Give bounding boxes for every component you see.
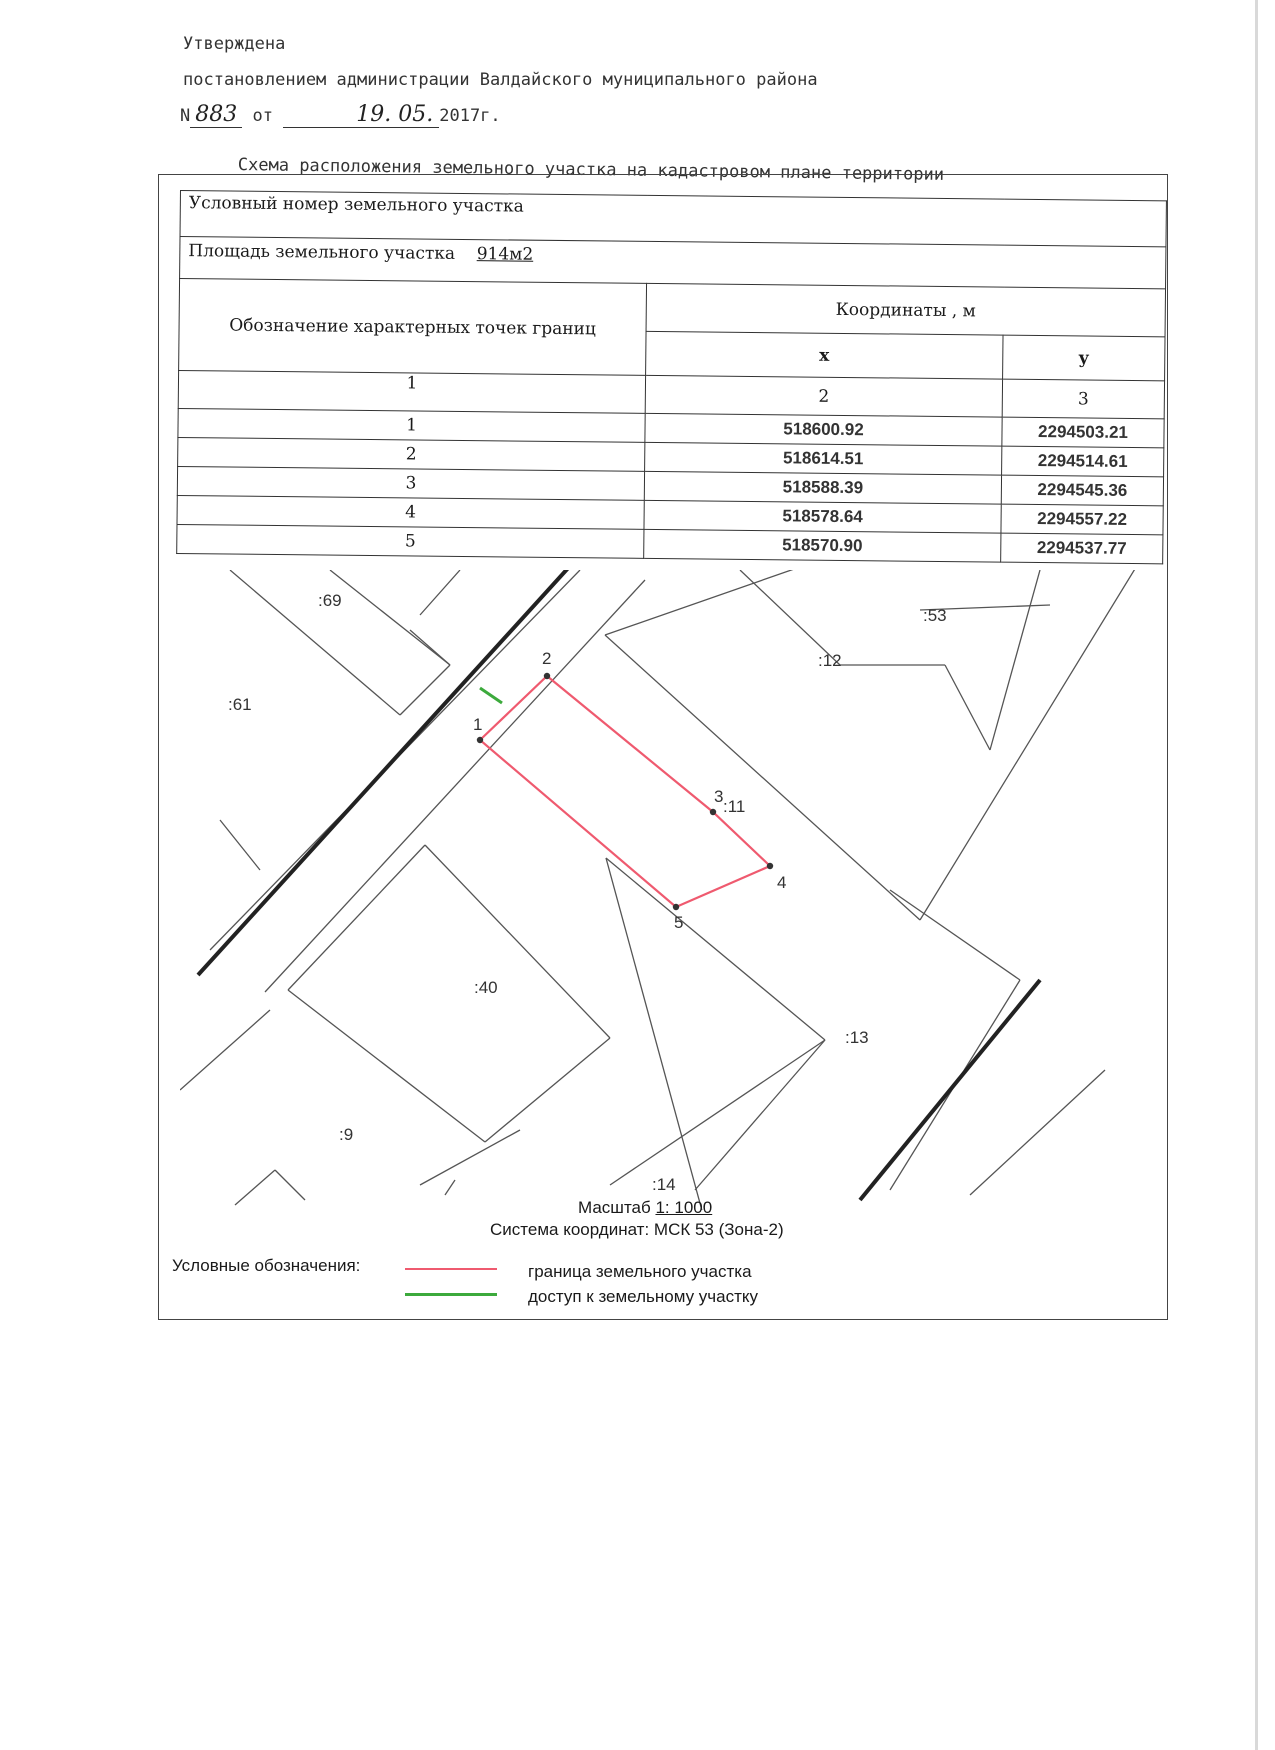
parcel-line [425, 845, 610, 1038]
legend-access-swatch [405, 1293, 497, 1296]
point-id: 2 [178, 437, 645, 471]
parcel-line [420, 1130, 520, 1185]
col-number-2: 2 [645, 375, 1002, 417]
parcel-line [605, 635, 920, 920]
scale-label: Масштаб [578, 1198, 651, 1217]
parcel-lines [180, 570, 1180, 1210]
scale-value: 1: 1000 [655, 1198, 713, 1217]
parcel-label: :53 [923, 606, 947, 625]
y-value: 2294545.36 [1001, 475, 1163, 506]
parcel-line [485, 1038, 610, 1142]
points-header: Обозначение характерных точек границ [179, 279, 647, 376]
y-value: 2294514.61 [1002, 446, 1164, 477]
decree-number-line [180, 102, 501, 128]
page-edge [1255, 0, 1258, 1750]
header-row-1 [179, 279, 1165, 337]
x-value: 518588.39 [644, 471, 1001, 504]
access-marker [480, 688, 502, 703]
road-edge-line [860, 980, 1040, 1200]
parcel-label: :40 [474, 978, 498, 997]
parcel-boundary [480, 676, 770, 907]
parcel-line [275, 1170, 305, 1200]
parcel-label: :9 [339, 1125, 354, 1144]
parcel-line [330, 570, 450, 665]
coords-header: Координаты , м [646, 283, 1165, 336]
approval-heading: Утверждена [183, 34, 286, 54]
y-header: y [1003, 335, 1165, 381]
parcel-line [920, 570, 1180, 920]
parcel-line [890, 890, 1020, 980]
col-number-3: 3 [1002, 379, 1164, 419]
parcel-label: :61 [228, 695, 252, 714]
road-edge-line [198, 570, 580, 975]
parcel-line [288, 845, 425, 990]
area-label: Площадь земельного участка [188, 241, 456, 264]
x-value: 518570.90 [644, 529, 1001, 562]
point-label: 3 [714, 787, 724, 806]
parcel-line [606, 858, 710, 1210]
boundary-point [477, 737, 483, 743]
point-label: 4 [777, 873, 787, 892]
parcel-line [606, 858, 825, 1040]
parcel-label: :12 [818, 651, 842, 670]
parcel-line [605, 570, 820, 635]
legend-access-label: доступ к земельному участку [528, 1287, 759, 1306]
from-word: от [252, 106, 273, 126]
scale-line [578, 1198, 712, 1218]
point-id: 4 [177, 495, 644, 529]
point-label: 5 [674, 913, 684, 932]
legend-boundary-label: граница земельного участка [528, 1262, 752, 1281]
number-prefix: N [180, 106, 191, 126]
boundary-point [767, 863, 773, 869]
point-id: 3 [177, 466, 644, 500]
parcel-line [970, 1070, 1105, 1195]
parcel-line [265, 580, 645, 992]
col-number-1: 1 [178, 370, 645, 413]
point-id: 5 [177, 524, 644, 558]
conditional-number-label: Условный номер земельного участка [180, 191, 1166, 247]
parcel-line [230, 570, 400, 715]
approval-authority: постановлением администрации Валдайского муниципального района [183, 70, 818, 90]
x-value: 518614.51 [645, 442, 1002, 475]
point-label: 2 [542, 649, 552, 668]
parcel-line [288, 990, 485, 1142]
area-value: 914м2 [476, 244, 534, 265]
decree-date: 19. 05. [283, 102, 439, 128]
schema-title: Схема расположения земельного участка на кадастровом плане территории [237, 155, 945, 185]
parcel-line [990, 570, 1040, 750]
coordinate-system: Система координат: МСК 53 (Зона-2) [490, 1220, 784, 1239]
parcel-line [945, 665, 990, 750]
parcel-line [220, 820, 260, 870]
x-header: x [646, 331, 1003, 379]
point-id: 1 [178, 408, 645, 442]
parcel-label: :11 [723, 797, 746, 816]
y-value: 2294537.77 [1001, 533, 1163, 564]
coordinates-table [176, 190, 1167, 564]
boundary-point [710, 809, 716, 815]
boundary-point [673, 904, 679, 910]
parcel-line [180, 1010, 270, 1090]
y-value: 2294503.21 [1002, 417, 1164, 448]
cadastral-map [180, 570, 1180, 1210]
point-label: 1 [473, 715, 483, 734]
legend-boundary-swatch [405, 1268, 497, 1270]
boundary-point [544, 673, 550, 679]
x-value: 518578.64 [644, 500, 1001, 533]
parcel-line [235, 1170, 275, 1205]
parcel-label: :13 [845, 1028, 869, 1047]
parcel-label: :14 [652, 1175, 676, 1194]
y-value: 2294557.22 [1001, 504, 1163, 535]
parcel-line [445, 1180, 455, 1195]
parcel-label: :69 [318, 591, 342, 610]
parcel-line [420, 570, 460, 615]
decree-year: 2017г. [439, 106, 501, 126]
x-value: 518600.92 [645, 413, 1002, 446]
legend-title: Условные обозначения: [172, 1256, 361, 1275]
decree-number: 883 [190, 102, 242, 128]
